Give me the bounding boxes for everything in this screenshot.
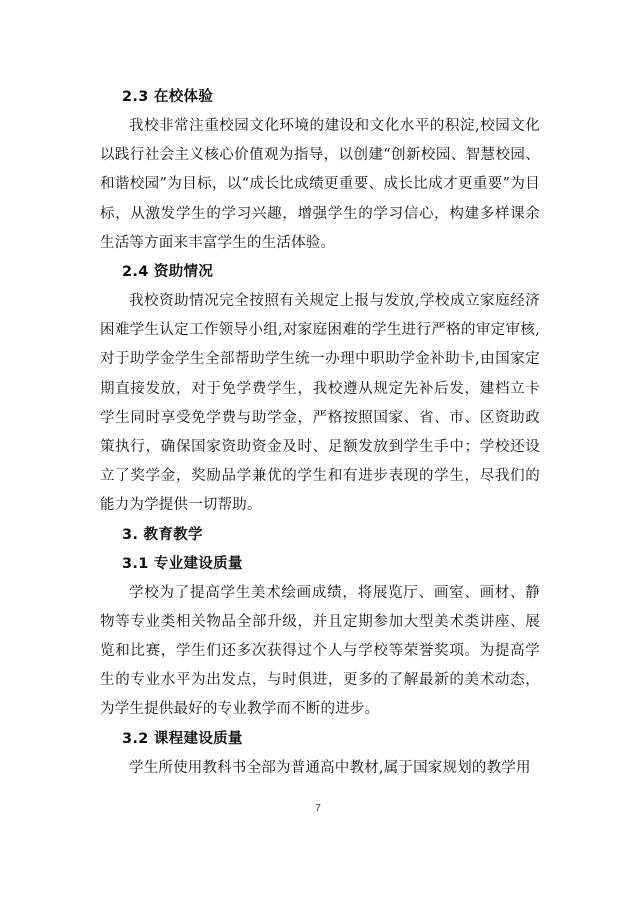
section-heading-3-1: 3.1 专业建设质量	[122, 555, 243, 572]
section-paragraph-3-1: 学校为了提高学生美术绘画成绩，将展览厅、画室、画材、静物等专业类相关物品全部升级，并且定期参加大型美术类讲座、展览和比赛，学生们还多次获得过个人与学校等荣誉奖项。为提高学生的专业水平为出发点，与时俱进，更多的了解最新的美术动态，为学生提供最好的专业教学而不断的进步。	[100, 584, 540, 718]
section-heading-2-4: 2.4 资助情况	[122, 264, 214, 281]
page-number: 7	[315, 803, 321, 814]
section-paragraph-2-3: 我校非常注重校园文化环境的建设和文化水平的积淀,校园文化以践行社会主义核心价值观为指导，以创建“创新校园、智慧校园、和谐校园”为目标，以“成长比成绩更重要、成长比成才更重要”为目标，从激发学生的学习兴趣，增强学生的学习信心，构建多样课余生活等方面来丰富学生的生活体验。	[100, 118, 540, 251]
section-heading-3: 3. 教育教学	[122, 526, 203, 543]
section-paragraph-3-2: 学生所使用教科书全部为普通高中教材,属于国家规划的教学用	[129, 759, 531, 776]
section-heading-2-3: 2.3 在校体验	[122, 89, 214, 105]
section-paragraph-2-4: 我校资助情况完全按照有关规定上报与发放,学校成立家庭经济困难学生认定工作领导小组,对家庭困难的学生进行严格的审定审核,对于助学金学生全部帮助学生统一办理中职助学金补助卡,由国家定期直接发放，对于免学费学生，我校遵从规定先补后发，建档立卡学生同时享受免学费与助学金，严格按照国家、省、市、区资助政策执行，确保国家资助资金及时、足额发放到学生手中；学校还设立了奖学金，奖励品学兼优的学生和有进步表现的学生，尽我们的能力为学提供一切帮助。	[100, 293, 540, 514]
page-content	[100, 83, 540, 783]
section-heading-3-2: 3.2 课程建设质量	[122, 730, 243, 747]
